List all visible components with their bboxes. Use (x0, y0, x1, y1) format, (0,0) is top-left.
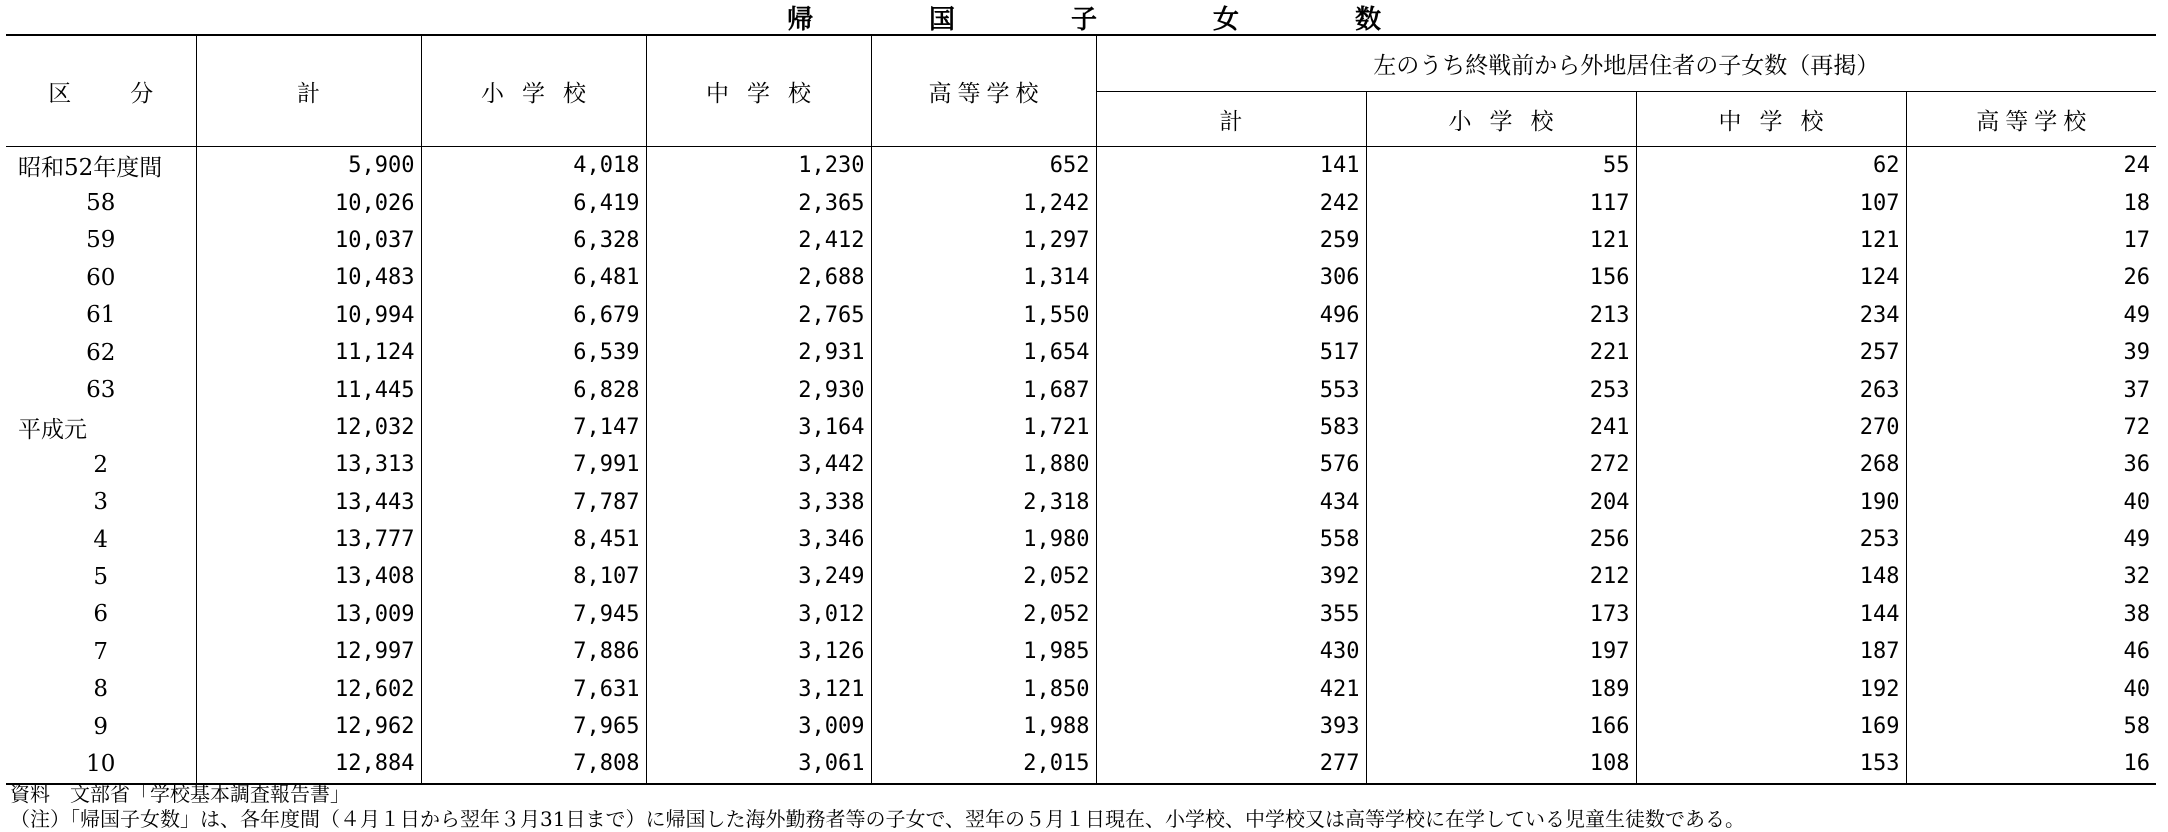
row-label: 3 (93, 489, 109, 516)
table-cell: 169 (1636, 708, 1906, 745)
header-elementary: 小学校 (421, 35, 646, 147)
table-cell: 190 (1636, 484, 1906, 521)
row-label: 7 (93, 638, 109, 665)
row-label: 60 (86, 264, 116, 291)
table-cell: 10,994 (196, 297, 421, 334)
row-label: 61 (86, 302, 116, 329)
table-cell: 517 (1096, 334, 1366, 371)
table-cell: 187 (1636, 633, 1906, 670)
table-cell: 18 (1906, 184, 2156, 221)
table-row (6, 297, 2156, 334)
header-sub-elementary: 小学校 (1366, 92, 1636, 147)
table-cell: 37 (1906, 371, 2156, 408)
table-cell: 234 (1636, 297, 1906, 334)
header-high-school: 高等学校 (871, 35, 1096, 147)
table-cell: 1,721 (871, 409, 1096, 446)
header-sub-high-school: 高等学校 (1906, 92, 2156, 147)
table-cell: 58 (1906, 708, 2156, 745)
table-cell: 7,787 (421, 484, 646, 521)
table-cell: 1,654 (871, 334, 1096, 371)
table-cell: 13,009 (196, 596, 421, 633)
row-label: 昭和52年度間 (18, 155, 163, 182)
table-cell: 13,313 (196, 446, 421, 483)
table-cell: 213 (1366, 297, 1636, 334)
header-junior-high: 中学校 (646, 35, 871, 147)
table-cell: 1,880 (871, 446, 1096, 483)
table-cell: 1,985 (871, 633, 1096, 670)
table-cell: 6,419 (421, 184, 646, 221)
table-cell: 49 (1906, 521, 2156, 558)
table-cell: 12,884 (196, 745, 421, 783)
table-cell: 39 (1906, 334, 2156, 371)
table-cell: 8,107 (421, 558, 646, 595)
row-label: 2 (93, 451, 109, 478)
table-cell: 17 (1906, 222, 2156, 259)
table-row (6, 596, 2156, 633)
table-row (6, 371, 2156, 408)
table-cell: 117 (1366, 184, 1636, 221)
table-row (6, 521, 2156, 558)
table-cell: 40 (1906, 670, 2156, 707)
table-cell: 268 (1636, 446, 1906, 483)
explanatory-note: （注）「帰国子女数」は、各年度間（４月１日から翌年３月31日まで）に帰国した海外勤務者等の子女で、翌年の５月１日現在、小学校、中学校又は高等学校に在学している児童生徒数である。 (10, 807, 1746, 831)
table-cell: 2,412 (646, 222, 871, 259)
table-cell: 62 (1636, 147, 1906, 185)
table-cell: 7,991 (421, 446, 646, 483)
table-cell: 2,930 (646, 371, 871, 408)
table-cell: 553 (1096, 371, 1366, 408)
table-cell: 256 (1366, 521, 1636, 558)
row-label: 9 (93, 713, 109, 740)
table-cell: 204 (1366, 484, 1636, 521)
table-row (6, 259, 2156, 296)
table-row (6, 708, 2156, 745)
table-cell: 153 (1636, 745, 1906, 783)
table-cell: 496 (1096, 297, 1366, 334)
title-char: 帰 (786, 4, 813, 35)
table-cell: 3,121 (646, 670, 871, 707)
table-cell: 3,012 (646, 596, 871, 633)
table-row (6, 558, 2156, 595)
table-cell: 421 (1096, 670, 1366, 707)
table-cell: 13,443 (196, 484, 421, 521)
table-cell: 7,631 (421, 670, 646, 707)
table-cell: 192 (1636, 670, 1906, 707)
title-char: 子 (1070, 4, 1097, 35)
table-cell: 7,808 (421, 745, 646, 783)
table-row (6, 147, 2156, 185)
table-cell: 189 (1366, 670, 1636, 707)
table-cell: 277 (1096, 745, 1366, 783)
table-cell: 12,032 (196, 409, 421, 446)
table-cell: 253 (1636, 521, 1906, 558)
table-cell: 1,242 (871, 184, 1096, 221)
table-cell: 652 (871, 147, 1096, 185)
table-cell: 11,124 (196, 334, 421, 371)
table-cell: 221 (1366, 334, 1636, 371)
table-cell: 6,539 (421, 334, 646, 371)
table-row (6, 222, 2156, 259)
table-cell: 7,945 (421, 596, 646, 633)
table-cell: 49 (1906, 297, 2156, 334)
source-note: 資料 文部省「学校基本調査報告書」 (10, 782, 350, 806)
table-cell: 46 (1906, 633, 2156, 670)
table-cell: 40 (1906, 484, 2156, 521)
row-label: 63 (86, 377, 116, 404)
table-cell: 156 (1366, 259, 1636, 296)
table-cell: 16 (1906, 745, 2156, 783)
footnotes (10, 782, 2160, 832)
table-cell: 121 (1636, 222, 1906, 259)
table-cell: 2,765 (646, 297, 871, 334)
table-cell: 24 (1906, 147, 2156, 185)
table-cell: 6,828 (421, 371, 646, 408)
row-label: 6 (93, 601, 109, 628)
table-row (6, 484, 2156, 521)
table-row (6, 745, 2156, 783)
table-cell: 26 (1906, 259, 2156, 296)
table-cell: 12,997 (196, 633, 421, 670)
row-label: 4 (93, 526, 109, 553)
table-cell: 173 (1366, 596, 1636, 633)
table-cell: 2,931 (646, 334, 871, 371)
table-cell: 2,365 (646, 184, 871, 221)
table-cell: 6,481 (421, 259, 646, 296)
row-label: 平成元 (18, 416, 87, 443)
table-cell: 72 (1906, 409, 2156, 446)
table-cell: 272 (1366, 446, 1636, 483)
table-cell: 242 (1096, 184, 1366, 221)
table-cell: 1,988 (871, 708, 1096, 745)
table-cell: 1,687 (871, 371, 1096, 408)
table-cell: 259 (1096, 222, 1366, 259)
table-cell: 121 (1366, 222, 1636, 259)
table-cell: 393 (1096, 708, 1366, 745)
table-cell: 263 (1636, 371, 1906, 408)
table-cell: 1,550 (871, 297, 1096, 334)
table-cell: 166 (1366, 708, 1636, 745)
table-cell: 7,147 (421, 409, 646, 446)
title-char: 国 (928, 4, 955, 35)
table-cell: 1,850 (871, 670, 1096, 707)
table-cell: 12,602 (196, 670, 421, 707)
table-cell: 10,037 (196, 222, 421, 259)
header-sub-junior-high: 中学校 (1636, 92, 1906, 147)
table-cell: 3,061 (646, 745, 871, 783)
row-label: 8 (93, 676, 109, 703)
table-cell: 13,408 (196, 558, 421, 595)
table-cell: 197 (1366, 633, 1636, 670)
table-cell: 583 (1096, 409, 1366, 446)
table-cell: 2,318 (871, 484, 1096, 521)
table-row (6, 633, 2156, 670)
table-cell: 108 (1366, 745, 1636, 783)
table-cell: 7,886 (421, 633, 646, 670)
table-row (6, 334, 2156, 371)
header-group-label: 左のうち終戦前から外地居住者の子女数（再掲） (1096, 35, 2156, 92)
table-cell: 3,249 (646, 558, 871, 595)
table-cell: 6,328 (421, 222, 646, 259)
table-row (6, 670, 2156, 707)
row-label: 10 (6, 745, 196, 783)
table-cell: 148 (1636, 558, 1906, 595)
table-cell: 8,451 (421, 521, 646, 558)
table-cell: 1,980 (871, 521, 1096, 558)
table-cell: 3,126 (646, 633, 871, 670)
table-cell: 6,679 (421, 297, 646, 334)
table-cell: 38 (1906, 596, 2156, 633)
table-cell: 55 (1366, 147, 1636, 185)
table-cell: 12,962 (196, 708, 421, 745)
table-cell: 2,052 (871, 596, 1096, 633)
table-cell: 124 (1636, 259, 1906, 296)
returnee-children-table (6, 34, 2156, 785)
table-cell: 3,442 (646, 446, 871, 483)
table-cell: 306 (1096, 259, 1366, 296)
table-cell: 36 (1906, 446, 2156, 483)
table-cell: 2,688 (646, 259, 871, 296)
table-cell: 3,009 (646, 708, 871, 745)
table-cell: 10,483 (196, 259, 421, 296)
table-cell: 32 (1906, 558, 2156, 595)
row-label: 59 (86, 227, 116, 254)
row-label: 5 (93, 563, 109, 590)
table-row (6, 184, 2156, 221)
table-cell: 392 (1096, 558, 1366, 595)
table-cell: 270 (1636, 409, 1906, 446)
table-cell: 558 (1096, 521, 1366, 558)
table-cell: 3,346 (646, 521, 871, 558)
table-cell: 5,900 (196, 147, 421, 185)
table-cell: 257 (1636, 334, 1906, 371)
header-total: 計 (196, 35, 421, 147)
table-cell: 107 (1636, 184, 1906, 221)
table-cell: 1,314 (871, 259, 1096, 296)
table-row (6, 409, 2156, 446)
table-cell: 1,297 (871, 222, 1096, 259)
table-cell: 434 (1096, 484, 1366, 521)
header-sub-total: 計 (1096, 92, 1366, 147)
table-cell: 3,164 (646, 409, 871, 446)
table-cell: 4,018 (421, 147, 646, 185)
table-cell: 13,777 (196, 521, 421, 558)
table-cell: 10,026 (196, 184, 421, 221)
row-label: 62 (86, 339, 116, 366)
table-cell: 430 (1096, 633, 1366, 670)
title-char: 女 (1213, 4, 1240, 35)
table-cell: 1,230 (646, 147, 871, 185)
table-row (6, 446, 2156, 483)
table-cell: 212 (1366, 558, 1636, 595)
row-label: 58 (86, 190, 116, 217)
table-cell: 241 (1366, 409, 1636, 446)
table-cell: 2,052 (871, 558, 1096, 595)
table-cell: 7,965 (421, 708, 646, 745)
title-char: 数 (1355, 4, 1382, 35)
table-cell: 144 (1636, 596, 1906, 633)
header-kubun: 区 分 (6, 35, 196, 147)
table-cell: 355 (1096, 596, 1366, 633)
table-cell: 3,338 (646, 484, 871, 521)
table-cell: 253 (1366, 371, 1636, 408)
table-cell: 576 (1096, 446, 1366, 483)
table-cell: 11,445 (196, 371, 421, 408)
table-cell: 2,015 (871, 745, 1096, 783)
table-cell: 141 (1096, 147, 1366, 185)
table-title (0, 0, 2168, 34)
